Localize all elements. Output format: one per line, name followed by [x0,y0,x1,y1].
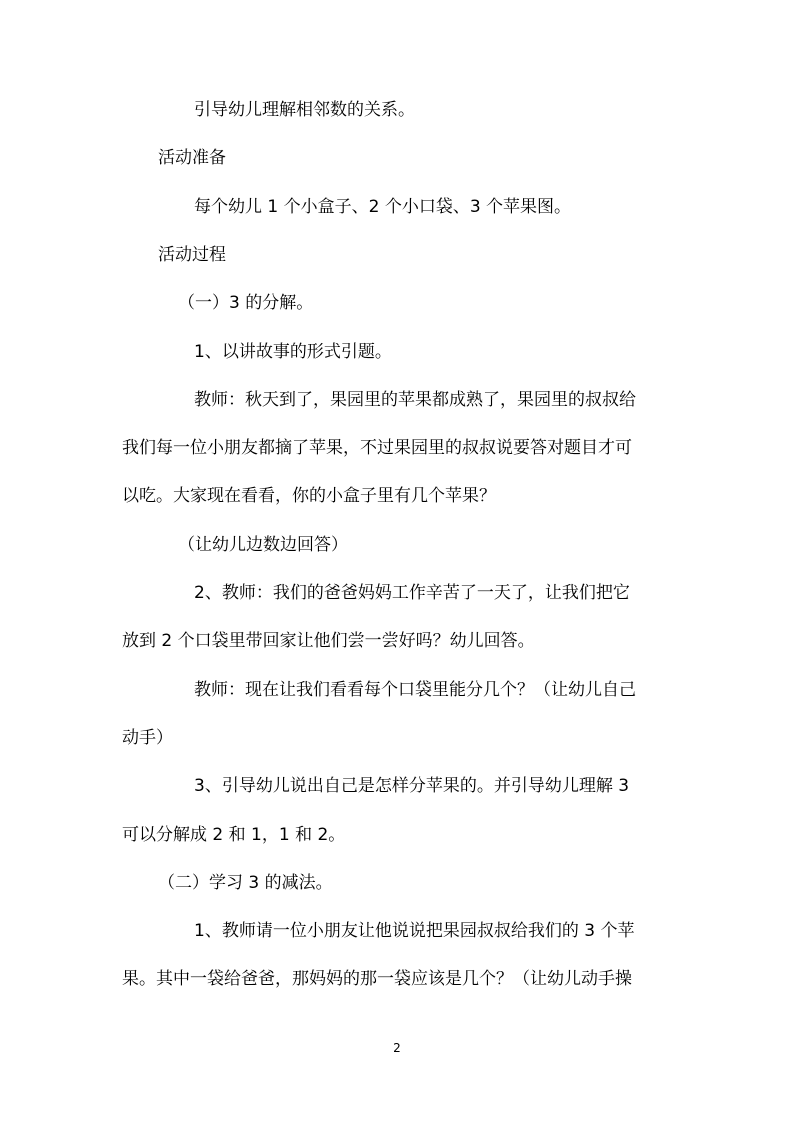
paragraph-line: （让幼儿边数边回答） [178,535,348,555]
paragraph-line: 动手） [122,728,173,748]
paragraph-line: 以吃。大家现在看看，你的小盒子里有几个苹果？ [122,486,496,506]
page-number: 2 [393,1041,401,1055]
paragraph-line: 每个幼儿 1 个小盒子、2 个小口袋、3 个苹果图。 [194,197,572,217]
paragraph-line: 1、教师请一位小朋友让他说说把果园叔叔给我们的 3 个苹 [194,921,635,941]
paragraph-line: 可以分解成 2 和 1，1 和 2。 [122,825,346,845]
paragraph-line: 教师：秋天到了，果园里的苹果都成熟了，果园里的叔叔给 [194,390,636,410]
paragraph-line: 2、教师：我们的爸爸妈妈工作辛苦了一天了，让我们把它 [194,583,630,603]
paragraph-line: 3、引导幼儿说出自己是怎样分苹果的。并引导幼儿理解 3 [194,776,630,796]
paragraph-line: 放到 2 个口袋里带回家让他们尝一尝好吗？幼儿回答。 [122,631,535,651]
paragraph-line: 教师：现在让我们看看每个口袋里能分几个？（让幼儿自己 [194,680,636,700]
section-heading: 活动过程 [158,245,226,265]
paragraph-line: 果。其中一袋给爸爸，那妈妈的那一袋应该是几个？（让幼儿动手操 [122,969,632,989]
paragraph-line: 我们每一位小朋友都摘了苹果，不过果园里的叔叔说要答对题目才可 [122,438,632,458]
section-heading: 活动准备 [158,148,226,168]
subsection-heading: （二）学习 3 的减法。 [158,873,333,893]
paragraph-line: 1、以讲故事的形式引题。 [194,342,392,362]
paragraph-line: 引导幼儿理解相邻数的关系。 [194,100,415,120]
subsection-heading: （一）3 的分解。 [178,293,314,313]
